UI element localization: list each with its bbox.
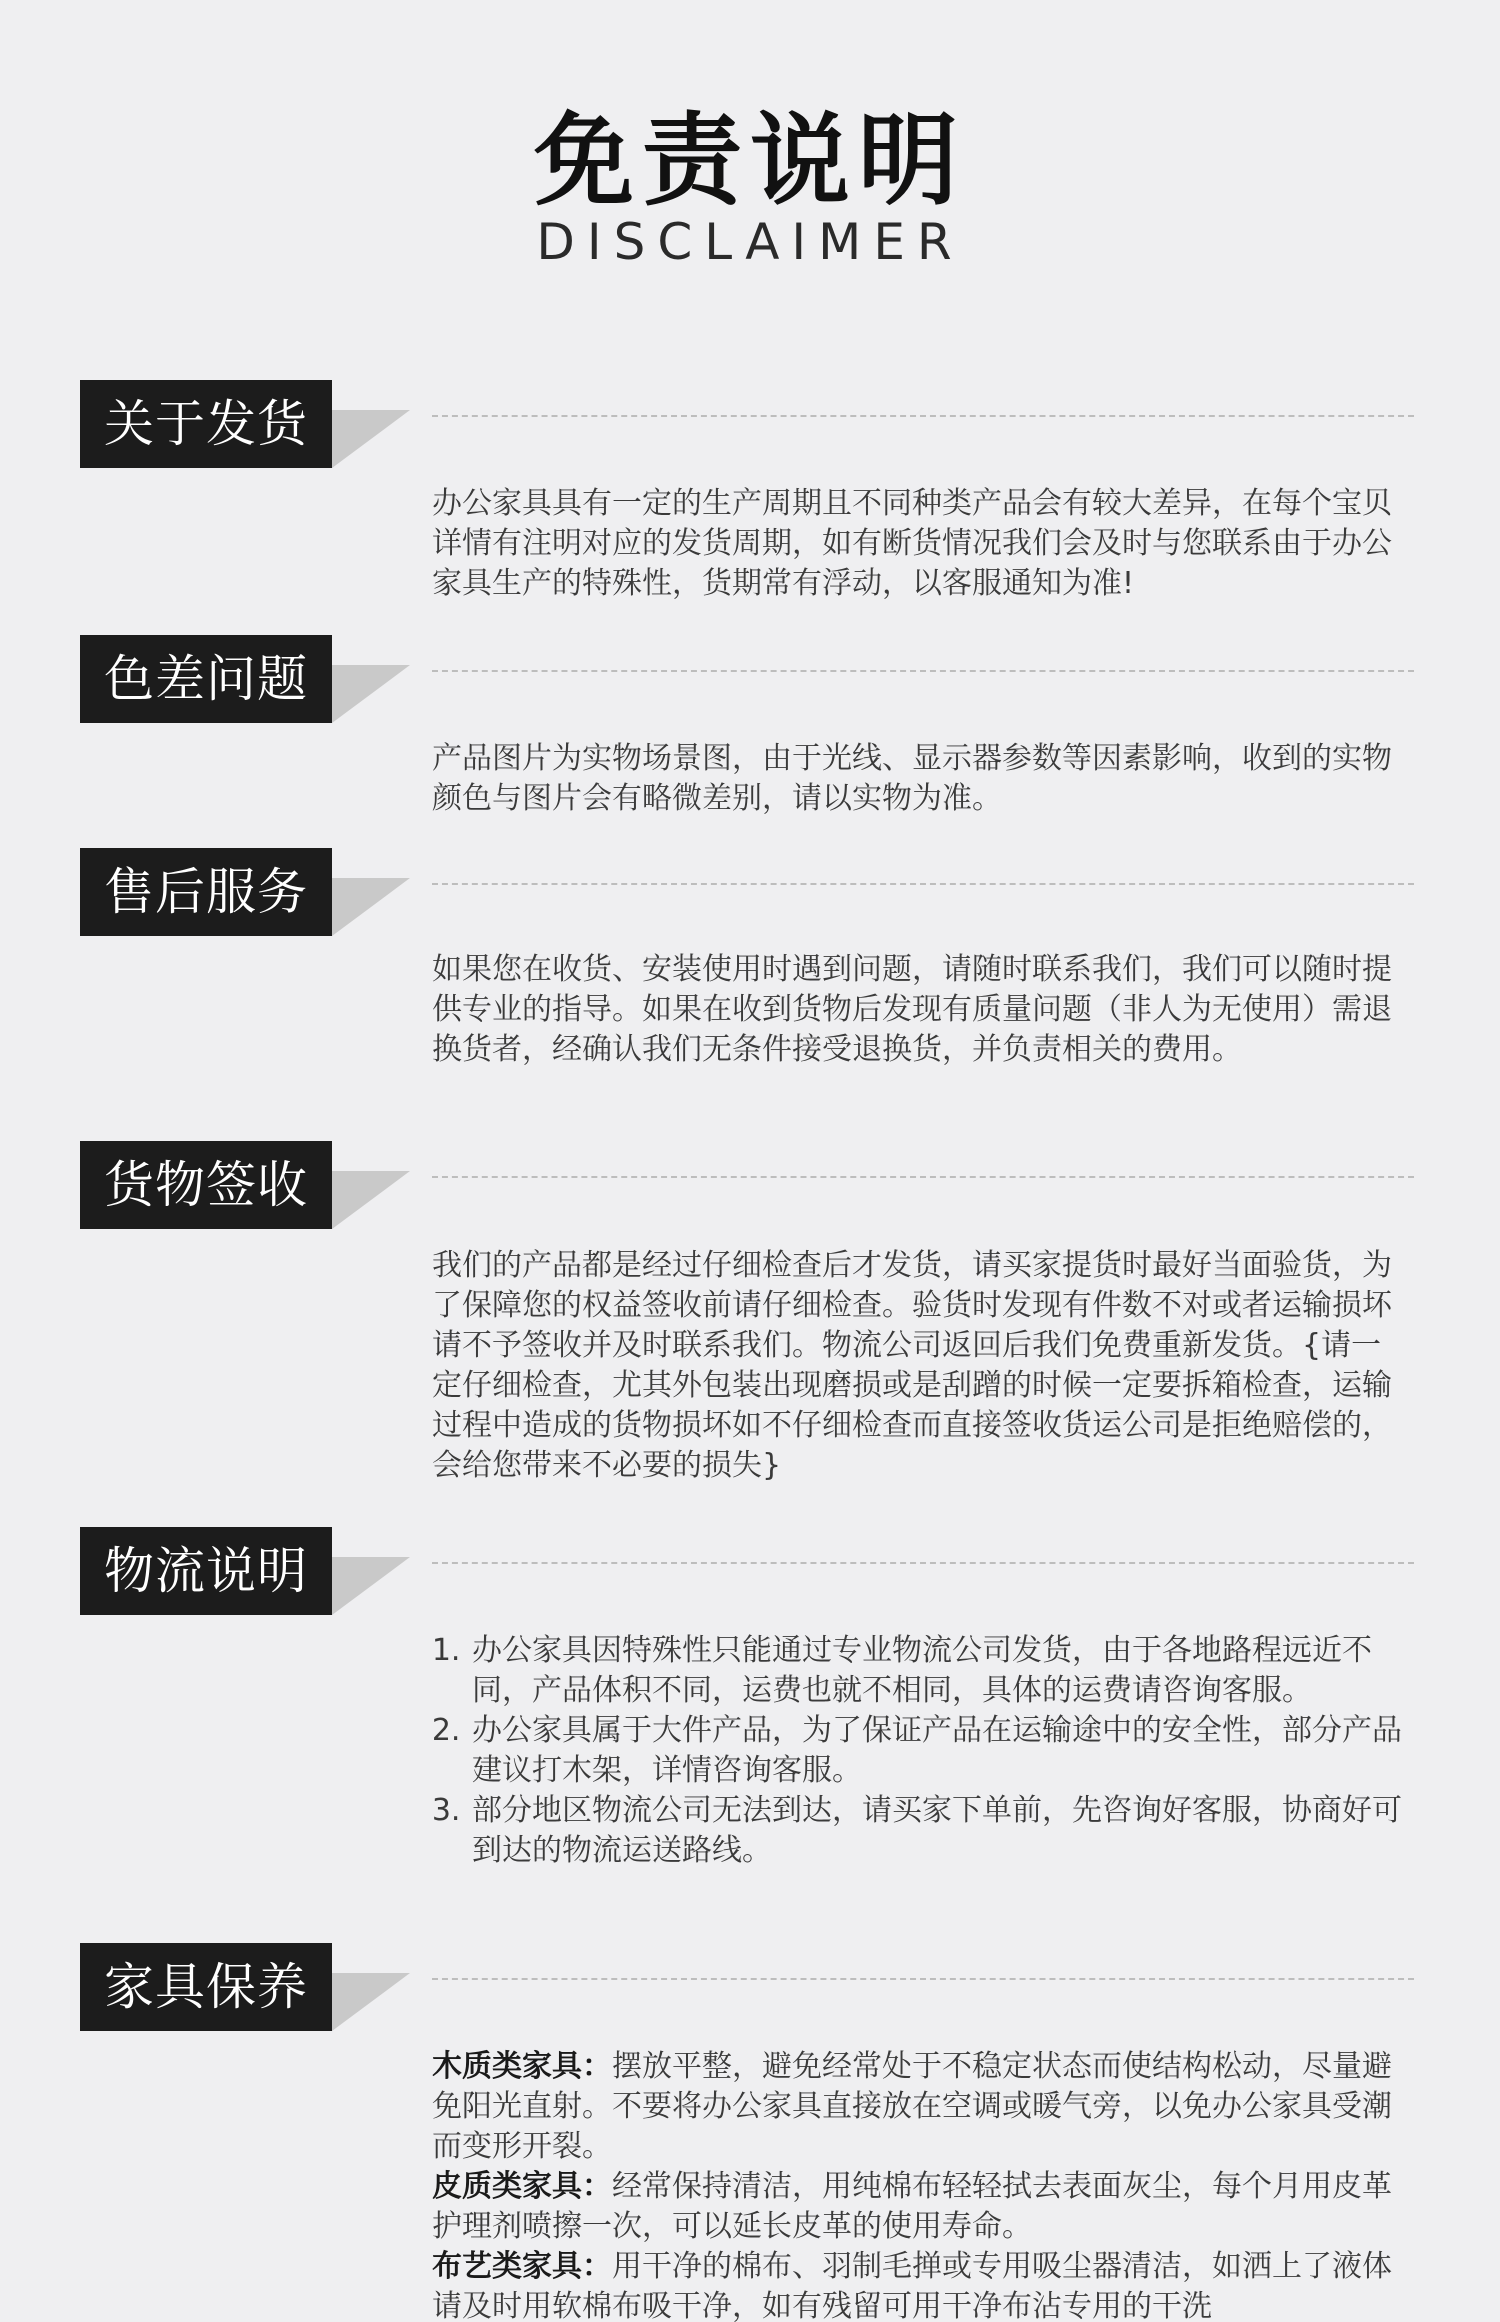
label-tail-shape [332, 1973, 410, 2031]
section-body-color-difference [432, 739, 1407, 819]
section-label-text: 关于发货 [80, 380, 332, 468]
dashed-divider [432, 1176, 1414, 1178]
label-tail-shape [332, 878, 410, 936]
section-body-logistics [432, 1631, 1407, 1871]
section-label-furniture-care [80, 1943, 420, 2031]
section-body-furniture-care [432, 2047, 1407, 2322]
section-text: 办公家具具有一定的生产周期且不同种类产品会有较大差异，在每个宝贝详情有注明对应的发货周期，如有断货情况我们会及时与您联系由于办公家具生产的特殊性，货期常有浮动，以客服通知为准! [432, 486, 1392, 601]
section-label-logistics [80, 1527, 420, 1615]
section-label-text: 家具保养 [80, 1943, 332, 2031]
dashed-divider [432, 883, 1414, 885]
list-item: 3. 部分地区物流公司无法到达，请买家下单前，先咨询好客服，协商好可到达的物流运送路线。 [470, 1791, 1407, 1871]
label-tail-shape [332, 665, 410, 723]
section-body-after-sales [432, 950, 1407, 1070]
dashed-divider [432, 415, 1414, 417]
section-label-text: 售后服务 [80, 848, 332, 936]
section-label-after-sales [80, 848, 420, 936]
care-item-text: 用干净的棉布、羽制毛掸或专用吸尘器清洁，如洒上了液体请及时用软棉布吸干净，如有残留可用干净布沾专用的干洗 [432, 2249, 1392, 2322]
logistics-list [432, 1631, 1407, 1871]
section-label-receipt [80, 1141, 420, 1229]
label-tail-shape [332, 1557, 410, 1615]
dashed-divider [432, 670, 1414, 672]
section-label-color-difference [80, 635, 420, 723]
care-item-title: 布艺类家具： [432, 2249, 612, 2284]
page-title: 免责说明 [534, 101, 966, 219]
label-tail-shape [332, 410, 410, 468]
page-subtitle: DISCLAIMER [536, 213, 964, 271]
section-body-shipping [432, 484, 1407, 604]
section-body-receipt [432, 1246, 1407, 1486]
label-tail-shape [332, 1171, 410, 1229]
care-item-text: 摆放平整，避免经常处于不稳定状态而使结构松动，尽量避免阳光直射。不要将办公家具直接放在空调或暖气旁，以免办公家具受潮而变形开裂。 [432, 2049, 1392, 2164]
section-text: 如果您在收货、安装使用时遇到问题，请随时联系我们，我们可以随时提供专业的指导。如果在收到货物后发现有质量问题（非人为无使用）需退换货者，经确认我们无条件接受退换货，并负责相关的费用。 [432, 952, 1392, 1067]
section-text: 产品图片为实物场景图，由于光线、显示器参数等因素影响，收到的实物颜色与图片会有略微差别，请以实物为准。 [432, 741, 1392, 816]
section-label-text: 物流说明 [80, 1527, 332, 1615]
dashed-divider [432, 1562, 1414, 1564]
section-label-text: 色差问题 [80, 635, 332, 723]
dashed-divider [432, 1978, 1414, 1980]
care-item-wood [432, 2047, 1407, 2167]
section-label-text: 货物签收 [80, 1141, 332, 1229]
care-item-text: 经常保持清洁，用纯棉布轻轻拭去表面灰尘，每个月用皮革护理剂喷擦一次，可以延长皮革的使用寿命。 [432, 2169, 1392, 2244]
list-item: 1. 办公家具因特殊性只能通过专业物流公司发货，由于各地路程远近不同，产品体积不同，运费也就不相同，具体的运费请咨询客服。 [470, 1631, 1407, 1711]
section-text: 我们的产品都是经过仔细检查后才发货，请买家提货时最好当面验货，为了保障您的权益签收前请仔细检查。验货时发现有件数不对或者运输损坏请不予签收并及时联系我们。物流公司返回后我们免费重新发货。{请一定仔细检查，尤其外包装出现磨损或是刮蹭的时候一定要拆箱检查，运输过程中造成的货物损坏如不仔细检查而直接签收货运公司是拒绝赔偿的，会给您带来不必要的损失} [432, 1248, 1392, 1483]
care-item-fabric [432, 2247, 1407, 2322]
care-item-title: 皮质类家具： [432, 2169, 612, 2204]
section-label-shipping [80, 380, 420, 468]
care-item-leather [432, 2167, 1407, 2247]
list-item: 2. 办公家具属于大件产品，为了保证产品在运输途中的安全性，部分产品建议打木架，详情咨询客服。 [470, 1711, 1407, 1791]
care-item-title: 木质类家具： [432, 2049, 612, 2084]
page-header [0, 101, 1500, 271]
